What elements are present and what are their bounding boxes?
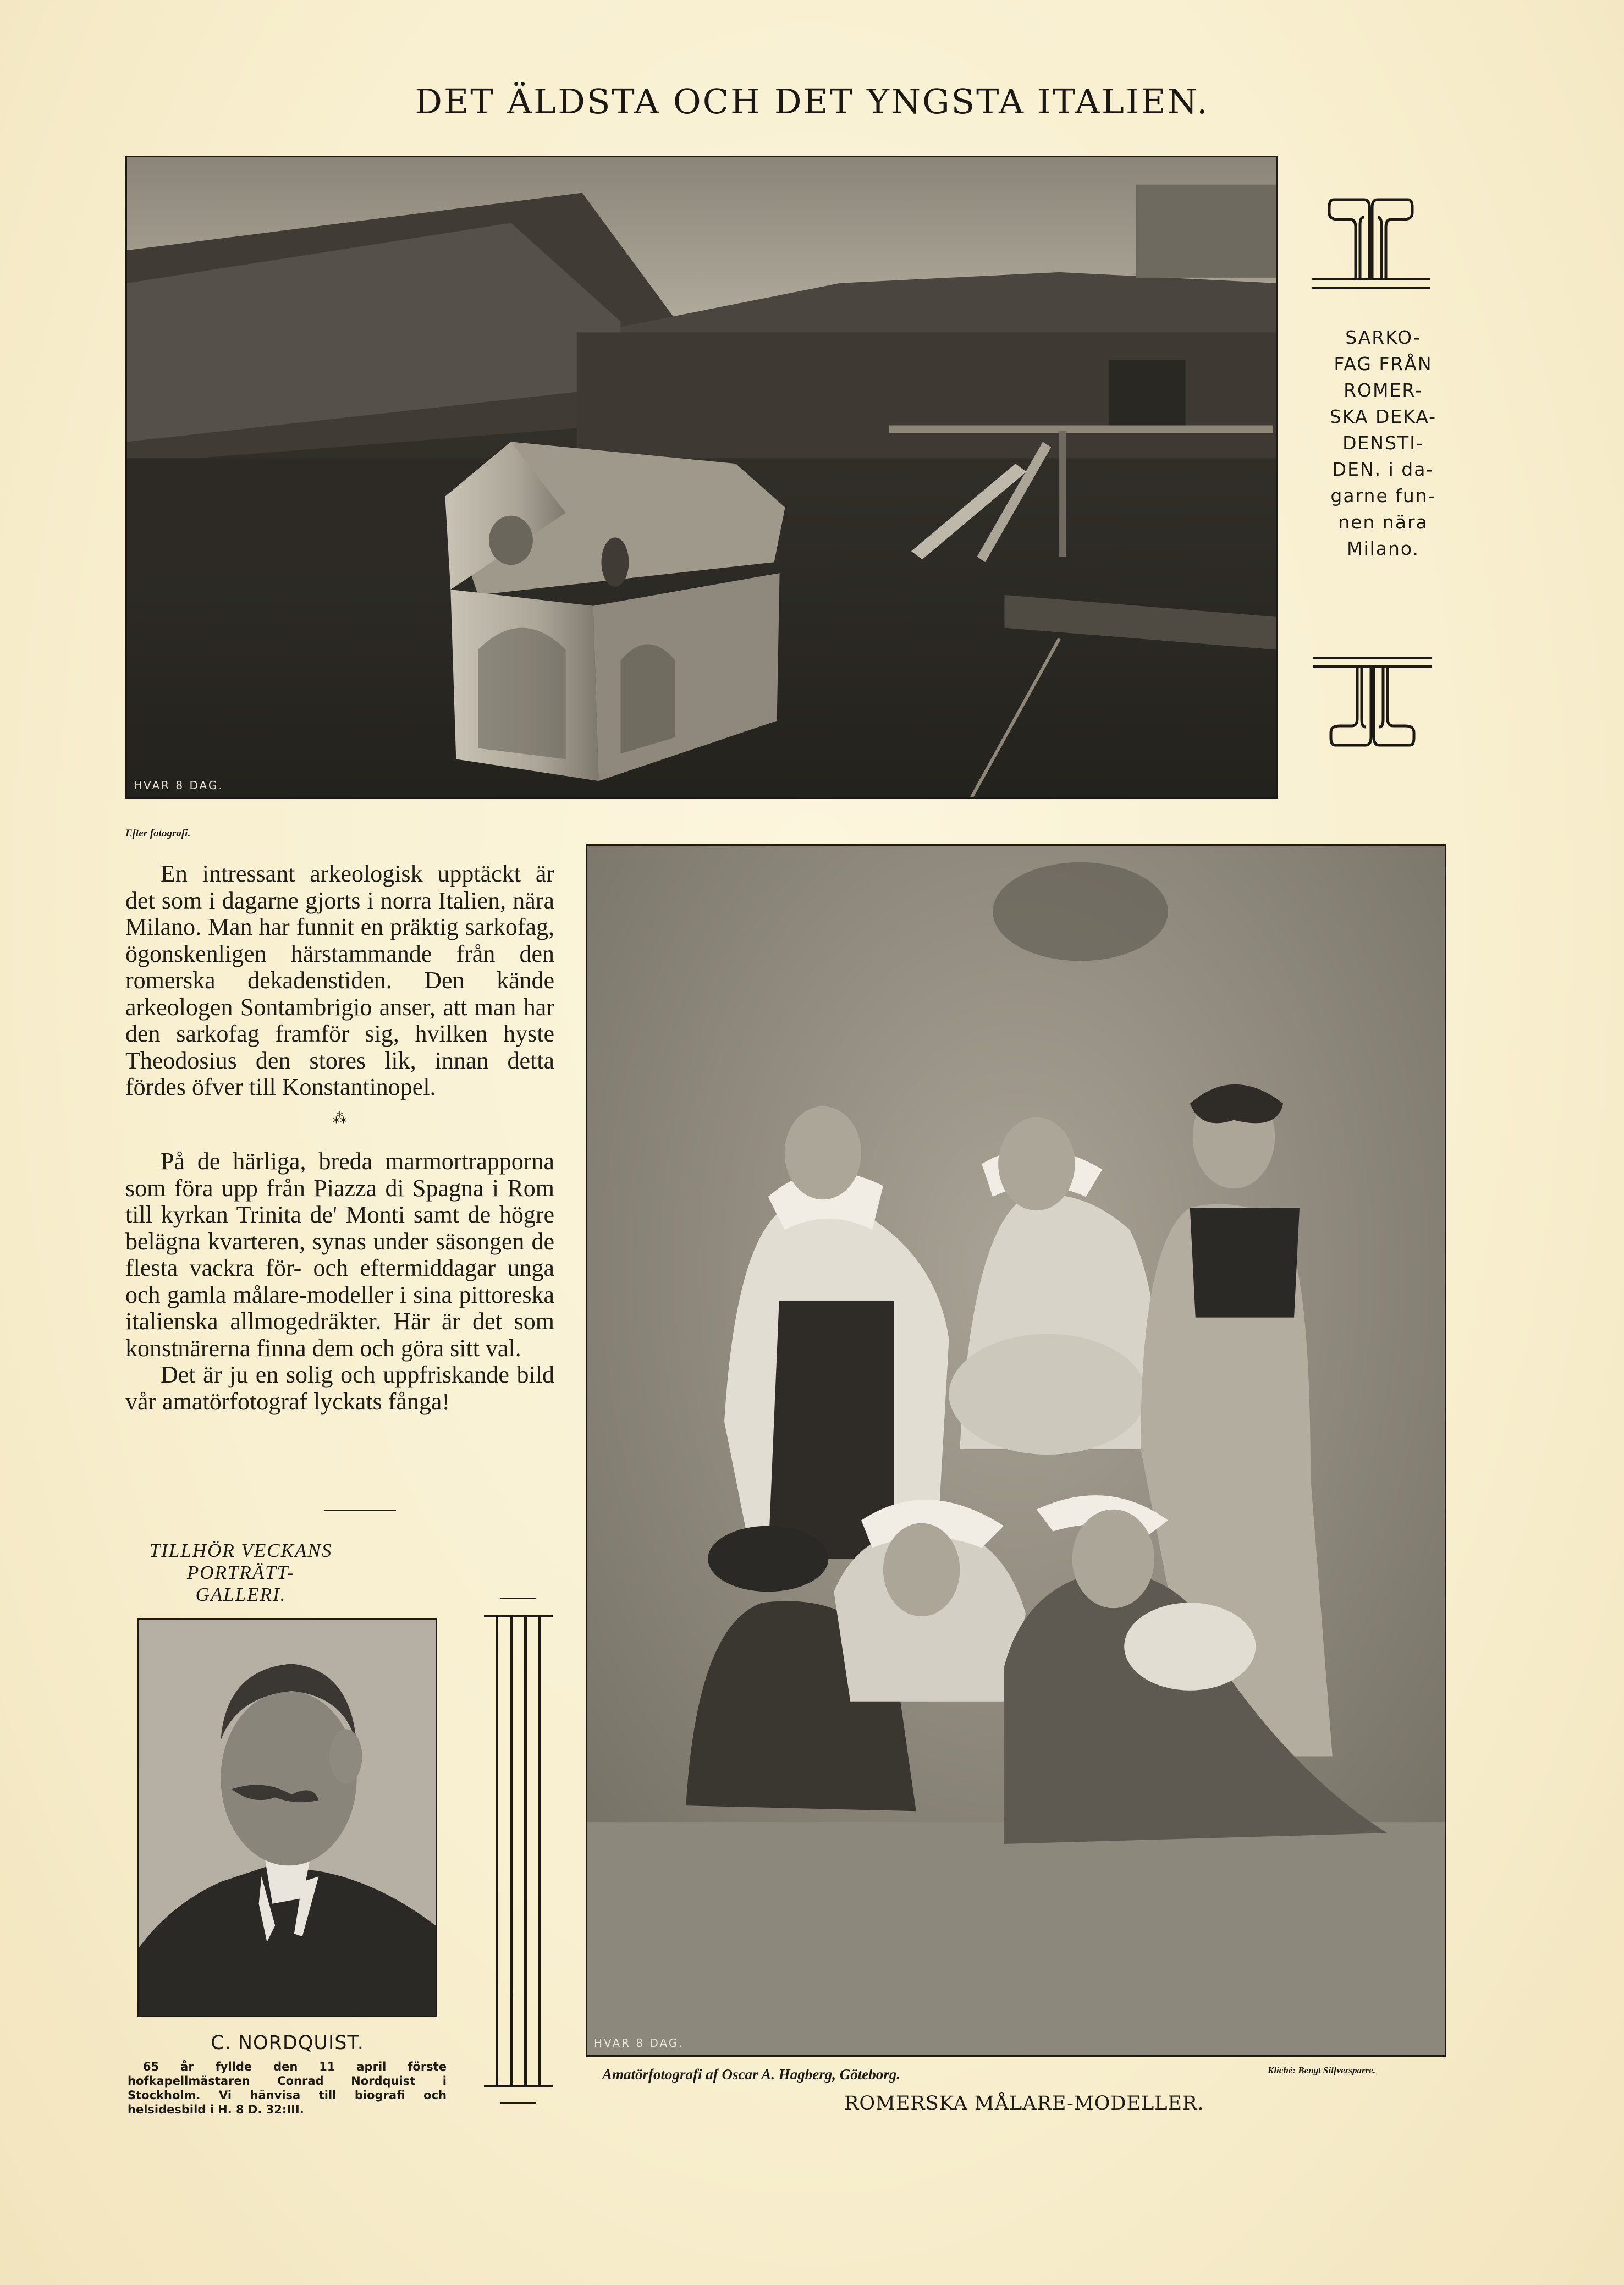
photo-watermark: HVAR 8 DAG. — [594, 2036, 684, 2050]
sarcophagus-image — [127, 157, 1276, 797]
side-caption-line: nen nära — [1338, 511, 1428, 533]
portrait-gallery-label — [125, 1540, 356, 1606]
side-caption-line: SKA DEKA- — [1329, 406, 1437, 427]
side-caption-line: DENSTI- — [1342, 432, 1424, 454]
kliche-label: Kliché: — [1268, 2065, 1296, 2075]
group-photo-caption: ROMERSKA MÅLARE-MODELLER. — [844, 2093, 1204, 2115]
photo-watermark: HVAR 8 DAG. — [134, 779, 224, 792]
divider-rule — [324, 1510, 396, 1511]
kliche-name: Bengt Silfversparre. — [1298, 2065, 1375, 2075]
kliche-credit — [1268, 2065, 1375, 2076]
side-caption-line: Milano. — [1346, 538, 1420, 559]
photo-credit: Efter fotografi. — [125, 828, 191, 839]
portrait-note: 65 år fyllde den 11 april förste hofkapellmästaren Conrad Nordquist i Stockholm. Vi hänvisa till biografi och helsidesbild i H. 8 D. 32:III. — [128, 2060, 447, 2116]
side-caption-line: SARKO- — [1345, 327, 1421, 348]
column-ornament — [484, 1598, 553, 2106]
side-caption-line: garne fun- — [1330, 485, 1436, 506]
gallery-label-line: GALLERI. — [195, 1584, 287, 1605]
side-caption-line: ROMER- — [1344, 379, 1423, 401]
column-capital-ornament — [1312, 195, 1430, 294]
article-paragraph: Det är ju en solig och uppfriskande bild vår amatörfotograf lyckats fånga! — [125, 1361, 554, 1415]
side-caption-line: DEN. i da- — [1332, 459, 1434, 480]
portrait-name: C. NORDQUIST. — [211, 2032, 364, 2054]
group-photo-credit: Amatörfotografi af Oscar A. Hagberg, Göteborg. — [602, 2066, 900, 2083]
article-paragraph: En intressant arkeologisk upptäckt är det som i dagarne gjorts i norra Italien, nära Milano. Man har funnit en präktig sarkofag, ögonskenligen härstammande från den romerska dekadenstiden. Den kände arkeologen Sontambrigio anser, att man har den sarkofag framför sig, hvilken hyste Theodosius den stores lik, innan detta fördes öfver till Konstantinopel. — [125, 860, 554, 1100]
portrait-image — [139, 1620, 436, 2016]
article-paragraph: På de härliga, breda marmortrapporna som föra upp från Piazza di Spagna i Rom till kyrkan Trinita de' Monti samt de högre belägna kvarteren, synas under säsongen de flesta vackra för- och eftermiddagar unga och gamla målare-modeller i sina pittoreska italienska allmogedräkter. Här är det som konstnärerna finna dem och göra sitt val. — [125, 1148, 554, 1362]
sarcophagus-photo — [125, 156, 1278, 799]
page-title: DET ÄLDSTA OCH DET YNGSTA ITALIEN. — [415, 81, 1209, 122]
column-base-ornament — [1313, 654, 1432, 751]
painter-models-photo — [586, 844, 1446, 2057]
sarcophagus-side-caption — [1306, 324, 1460, 562]
gallery-label-line: TILLHÖR VECKANS PORTRÄTT- — [149, 1540, 333, 1583]
article-body — [125, 861, 554, 1415]
side-caption-line: FAG FRÅN — [1334, 353, 1433, 375]
nordquist-portrait — [137, 1618, 437, 2017]
section-separator: ⁂ — [333, 1110, 347, 1126]
group-image — [587, 846, 1445, 2055]
